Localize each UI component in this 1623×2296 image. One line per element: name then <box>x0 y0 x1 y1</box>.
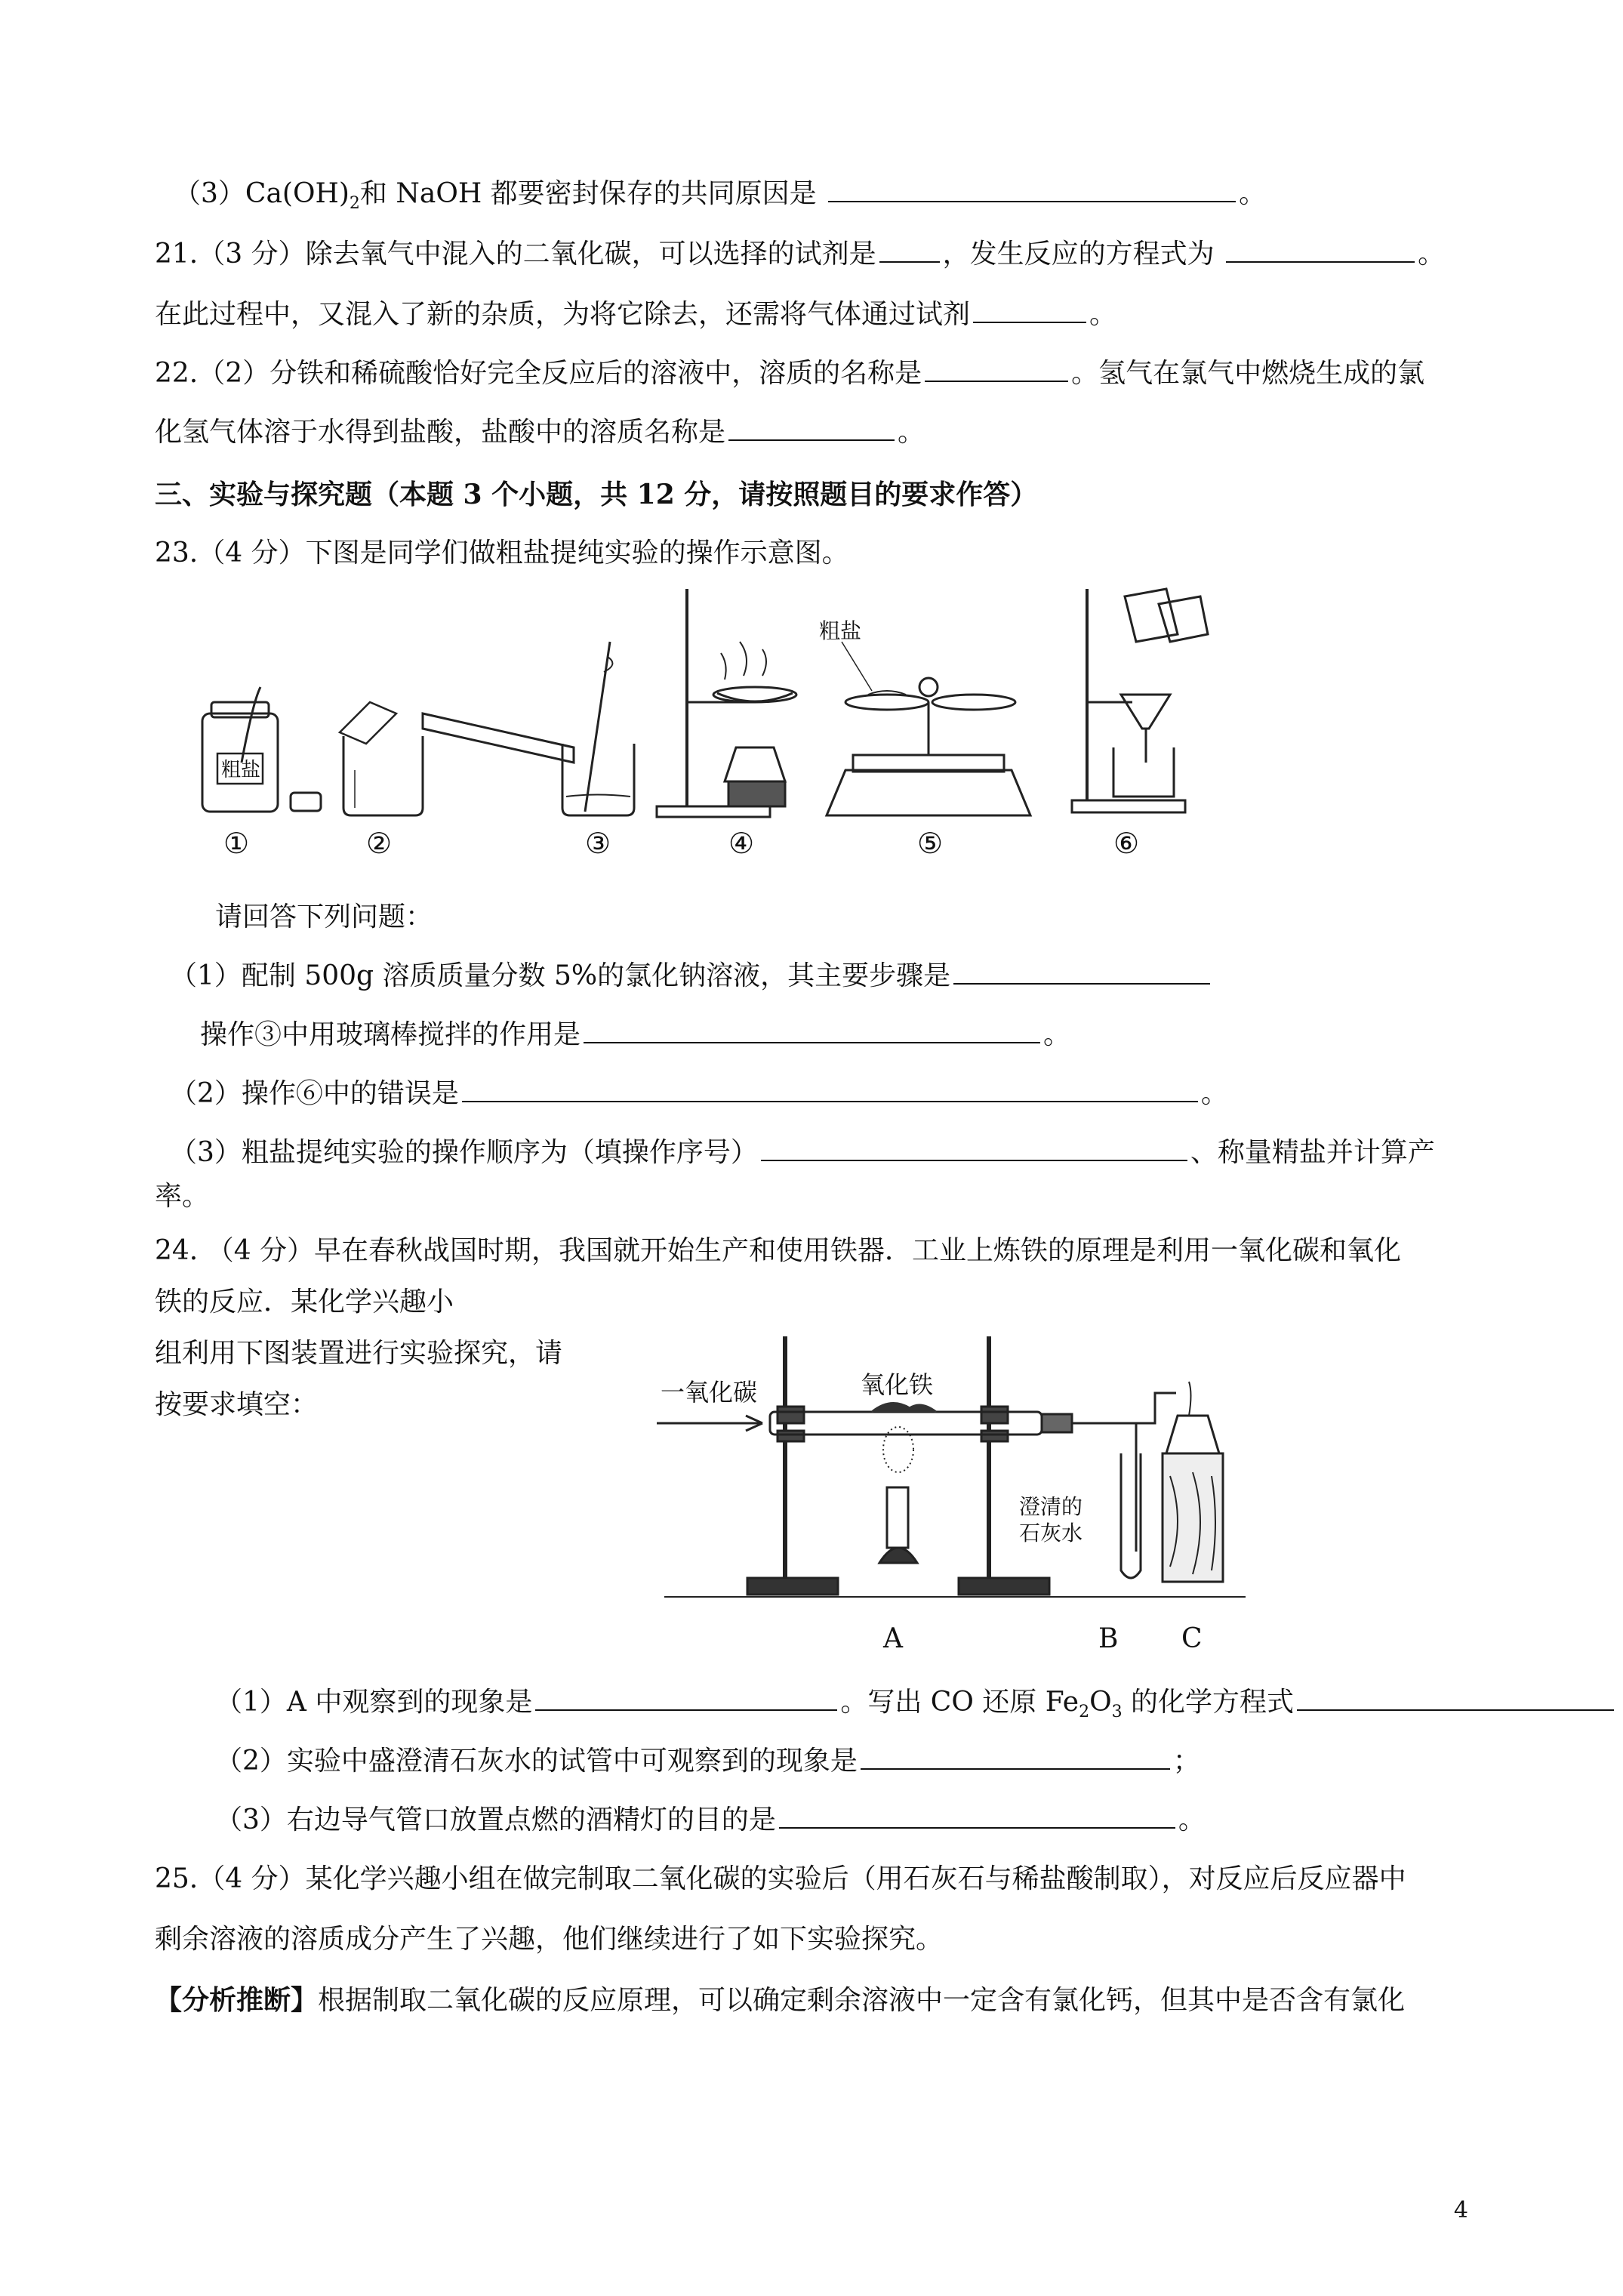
apparatus-label-c: C <box>1181 1623 1203 1654</box>
answer-blank[interactable] <box>1226 239 1415 263</box>
q21-line1: 21.（3 分）除去氧气中混入的二氧化碳，可以选择的试剂是 ，发生反应的方程式为 。 <box>155 239 1446 270</box>
q20-part3: $(3)Ca(OH)_2$和 NaOH 都要密封保存的共同原因是 。 <box>174 178 1267 214</box>
answer-blank[interactable] <box>535 1687 837 1711</box>
q25-line1: 25.（4 分）某化学兴趣小组在做完制取二氧化碳的实验后（用石灰石与稀盐酸制取），对反应后反应器中 <box>155 1863 1406 1894</box>
answer-blank[interactable] <box>953 960 1210 985</box>
answer-blank[interactable] <box>828 178 1236 202</box>
answer-blank[interactable] <box>925 358 1068 382</box>
q24-line1: 24. （4 分）早在春秋战国时期，我国就开始生产和使用铁器．工业上炼铁的原理是利用一氧化碳和氧化 <box>155 1235 1402 1266</box>
step-number: ② <box>366 827 393 860</box>
evaporation-illustration <box>657 589 796 817</box>
q24-line4: 按要求填空： <box>155 1389 319 1420</box>
step-number: ⑤ <box>917 827 944 860</box>
limewater-label-1: 澄清的 <box>1019 1494 1083 1519</box>
limewater-label-2: 石灰水 <box>1019 1521 1083 1546</box>
salt-jar-illustration <box>202 687 321 812</box>
q24-line3: 组利用下图装置进行实验探究，请 <box>155 1338 563 1369</box>
filtration-illustration <box>1072 589 1208 812</box>
jar-label: 粗盐 <box>221 759 261 781</box>
stirring-illustration <box>562 642 634 815</box>
answer-blank[interactable] <box>761 1137 1187 1161</box>
q23-part3: （3）粗盐提纯实验的操作顺序为（填操作序号） 、称量精盐并计算产 <box>170 1137 1435 1168</box>
co-reduction-apparatus <box>657 1325 1261 1612</box>
q23-prompt: 请回答下列问题： <box>215 901 433 932</box>
answer-blank[interactable] <box>779 1804 1175 1829</box>
co-label: 一氧化碳 <box>661 1378 758 1407</box>
q25-line2: 剩余溶液的溶质成分产生了兴趣，他们继续进行了如下实验探究。 <box>155 1924 944 1955</box>
q23-part3-cont: 率。 <box>155 1181 210 1212</box>
q23-intro: 23.（4 分）下图是同学们做粗盐提纯实验的操作示意图。 <box>155 538 849 569</box>
apparatus-label-a: A <box>883 1623 903 1654</box>
step-number: ⑥ <box>1113 827 1140 860</box>
dissolving-illustration <box>340 702 574 815</box>
answer-blank[interactable] <box>973 299 1086 323</box>
step-number: ① <box>223 827 250 860</box>
section-title: 三、实验与探究题（本题 3 个小题，共 12 分，请按照题目的要求作答） <box>155 479 1038 510</box>
q24-part1: （1）A 中观察到的现象是 。写出 CO 还原 $Fe_2O_3$ 的化学方程式 <box>215 1684 1617 1731</box>
fe2o3-label: 氧化铁 <box>861 1370 934 1399</box>
apparatus-label-b: B <box>1098 1623 1119 1654</box>
answer-blank[interactable] <box>1297 1687 1614 1711</box>
page-number: 4 <box>1453 2197 1468 2224</box>
q23-part2: （2）操作⑥中的错误是 。 <box>170 1078 1228 1109</box>
q24-part2: （2）实验中盛澄清石灰水的试管中可观察到的现象是 ； <box>215 1746 1200 1777</box>
q24-line2: 铁的反应．某化学兴趣小 <box>155 1287 454 1318</box>
answer-blank[interactable] <box>462 1078 1198 1102</box>
q23-part1: （1）配制 500g 溶质质量分数 5%的氯化钠溶液，其主要步骤是 <box>170 957 1213 995</box>
answer-blank[interactable] <box>861 1746 1170 1770</box>
q25-line3: 【分析推断】根据制取二氧化碳的反应原理，可以确定剩余溶液中一定含有氯化钙，但其中是否含有氯化 <box>155 1984 1406 2016</box>
balance-illustration <box>827 642 1030 815</box>
q22-line1: 22.（2）分铁和稀硫酸恰好完全反应后的溶液中，溶质的名称是 。氢气在氯气中燃烧生成的氯 <box>155 358 1425 389</box>
answer-blank[interactable] <box>584 1019 1040 1043</box>
step-number: ③ <box>585 827 611 860</box>
answer-blank[interactable] <box>728 417 895 441</box>
q21-line2: 在此过程中，又混入了新的杂质，为将它除去，还需将气体通过试剂 。 <box>155 299 1117 330</box>
salt-purification-figure <box>196 581 1223 823</box>
q22-line2: 化氢气体溶于水得到盐酸，盐酸中的溶质名称是 。 <box>155 417 925 448</box>
step-number: ④ <box>728 827 755 860</box>
balance-label: 粗盐 <box>819 618 862 643</box>
q23-part1b: 操作③中用玻璃棒搅拌的作用是 。 <box>200 1019 1071 1050</box>
answer-blank[interactable] <box>879 239 940 263</box>
q24-part3: （3）右边导气管口放置点燃的酒精灯的目的是 。 <box>215 1804 1206 1835</box>
